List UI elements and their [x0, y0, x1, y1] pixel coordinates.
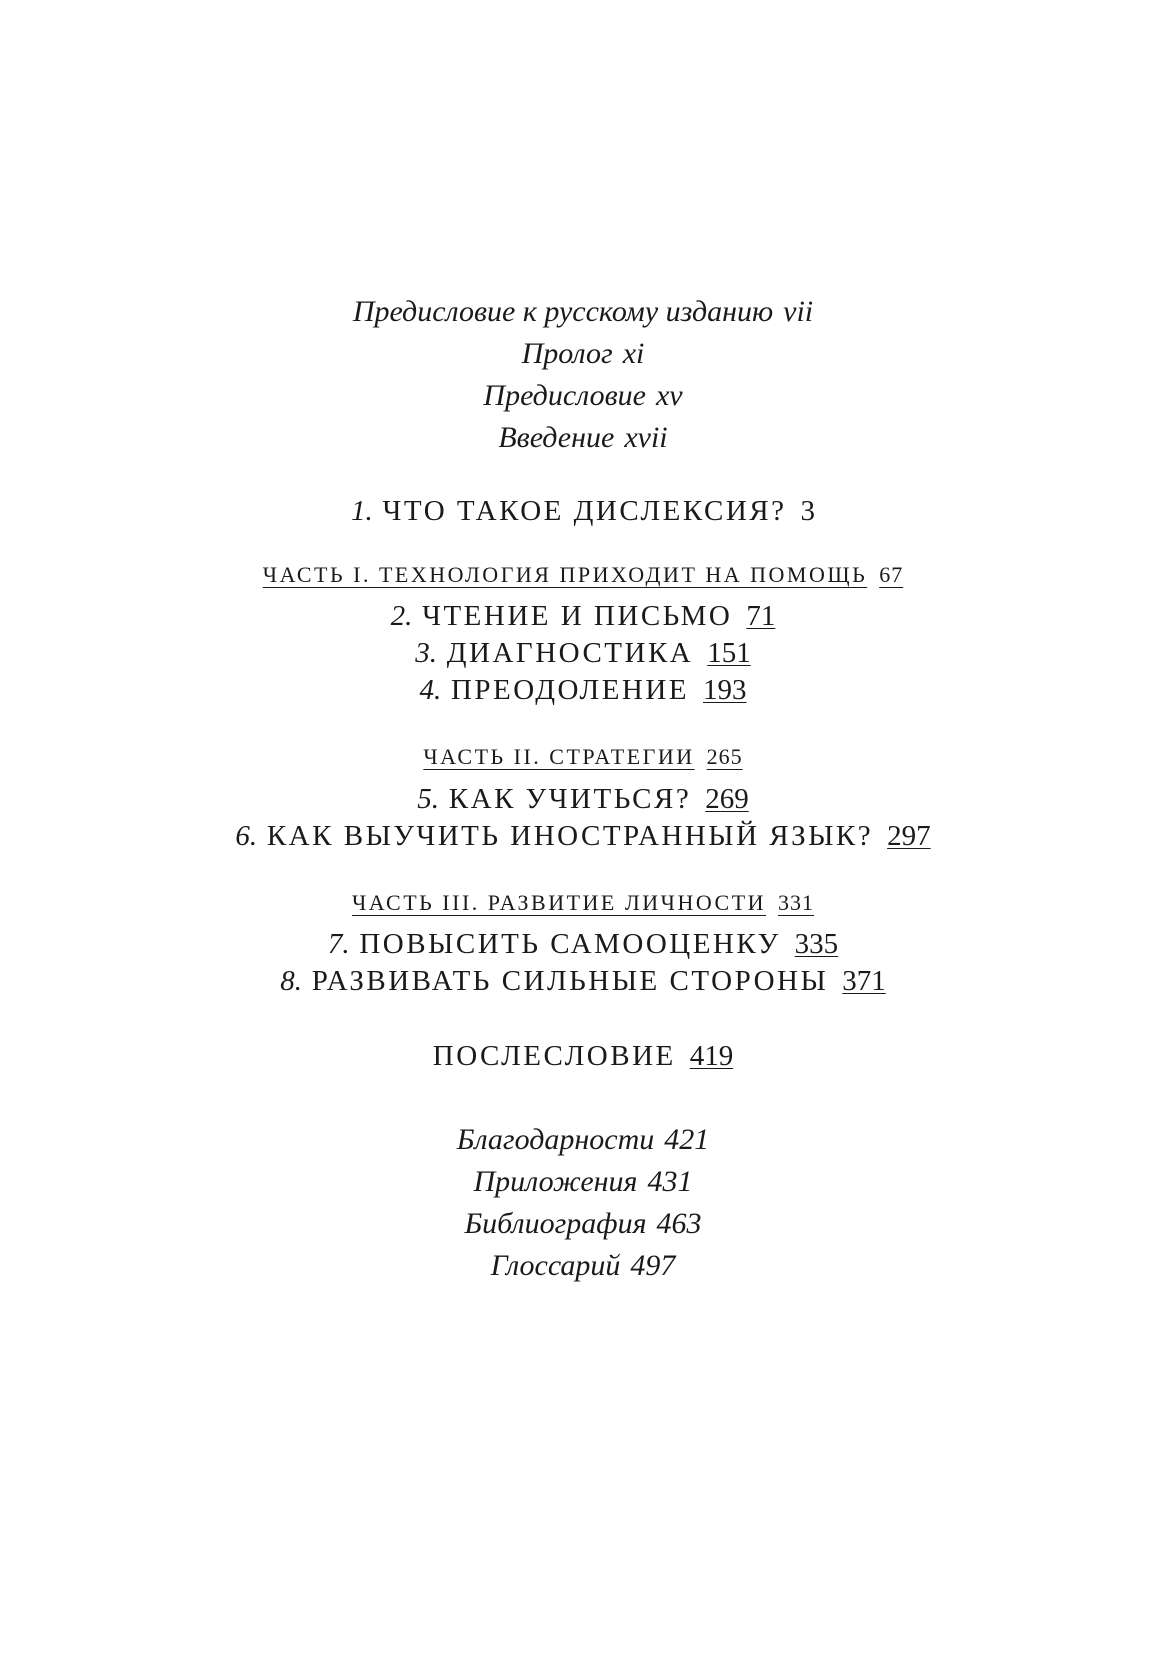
part-title: ЧАСТЬ II. СТРАТЕГИИ: [423, 744, 695, 769]
chapter-title: ДИАГНОСТИКА: [446, 637, 694, 669]
chapter-number: 7.: [327, 928, 350, 960]
chapter-title: РАЗВИВАТЬ СИЛЬНЫЕ СТОРОНЫ: [311, 965, 829, 997]
chapter-number: 4.: [419, 674, 442, 706]
chapter-number: 1.: [351, 495, 373, 527]
chapter-page: 3: [800, 495, 815, 527]
toc-chapter-8[interactable]: [0, 965, 1166, 998]
toc-chapter-7[interactable]: [0, 928, 1166, 961]
chapter-number: 8.: [280, 965, 302, 997]
afterword-title: ПОСЛЕСЛОВИЕ: [432, 1040, 676, 1072]
chapter-page: 151: [707, 637, 751, 669]
chapter-page: 269: [705, 783, 749, 815]
part-page: 265: [706, 744, 743, 769]
toc-afterword[interactable]: [0, 1040, 1166, 1073]
part-title: ЧАСТЬ III. РАЗВИТИЕ ЛИЧНОСТИ: [351, 890, 767, 915]
chapter-title: ЧТЕНИЕ И ПИСЬМО: [422, 600, 733, 632]
toc-entry-foreword[interactable]: [0, 379, 1166, 413]
chapter-title: ПОВЫСИТЬ САМООЦЕНКУ: [359, 928, 781, 960]
part-page: 67: [879, 562, 904, 587]
toc-chapter-5[interactable]: [0, 783, 1166, 816]
chapter-number: 3.: [415, 637, 438, 669]
entry-page: vii: [783, 295, 814, 328]
part-title: ЧАСТЬ I. ТЕХНОЛОГИЯ ПРИХОДИТ НА ПОМОЩЬ: [262, 562, 868, 587]
toc-chapter-4[interactable]: [0, 674, 1166, 707]
toc-entry-appendices[interactable]: [0, 1165, 1166, 1199]
toc-chapter-3[interactable]: [0, 637, 1166, 670]
chapter-title: ЧТО ТАКОЕ ДИСЛЕКСИЯ?: [382, 495, 787, 527]
toc-entry-glossary[interactable]: [0, 1249, 1166, 1283]
chapter-page: 297: [887, 820, 931, 852]
entry-title: Предисловие к русскому изданию: [352, 295, 774, 328]
toc-entry-bibliography[interactable]: [0, 1207, 1166, 1241]
entry-title: Предисловие: [483, 379, 646, 412]
entry-title: Введение: [498, 421, 615, 454]
toc-entry-introduction[interactable]: [0, 421, 1166, 455]
entry-title: Глоссарий: [490, 1249, 621, 1282]
toc-part-2[interactable]: [0, 744, 1166, 770]
chapter-page: 193: [703, 674, 747, 706]
entry-page: 463: [656, 1207, 702, 1240]
chapter-number: 5.: [417, 783, 440, 815]
entry-page: xvii: [624, 421, 668, 454]
part-page: 331: [778, 890, 815, 915]
toc-chapter-6[interactable]: [0, 820, 1166, 853]
entry-page: 497: [630, 1249, 676, 1282]
toc-chapter-2[interactable]: [0, 600, 1166, 633]
entry-page: 421: [664, 1123, 710, 1156]
toc-chapter-1[interactable]: [0, 495, 1166, 528]
afterword-page: 419: [689, 1040, 734, 1072]
toc-entry-prologue[interactable]: [0, 337, 1166, 371]
toc-entry-acknowledgements[interactable]: [0, 1123, 1166, 1157]
entry-page: xv: [655, 379, 683, 412]
chapter-number: 2.: [390, 600, 413, 632]
chapter-title: КАК УЧИТЬСЯ?: [448, 783, 692, 815]
chapter-title: КАК ВЫУЧИТЬ ИНОСТРАННЫЙ ЯЗЫК?: [266, 820, 874, 852]
toc-entry-foreword-russian[interactable]: [0, 295, 1166, 329]
toc-part-3[interactable]: [0, 890, 1166, 916]
entry-title: Пролог: [521, 337, 613, 370]
chapter-page: 335: [794, 928, 839, 960]
entry-title: Приложения: [473, 1165, 638, 1198]
entry-page: xi: [622, 337, 645, 370]
entry-title: Благодарности: [456, 1123, 655, 1156]
entry-page: 431: [647, 1165, 693, 1198]
chapter-number: 6.: [235, 820, 258, 852]
chapter-page: 71: [746, 600, 776, 632]
chapter-page: 371: [842, 965, 886, 997]
entry-title: Библиография: [464, 1207, 647, 1240]
toc-part-1[interactable]: [0, 562, 1166, 588]
chapter-title: ПРЕОДОЛЕНИЕ: [450, 674, 690, 706]
